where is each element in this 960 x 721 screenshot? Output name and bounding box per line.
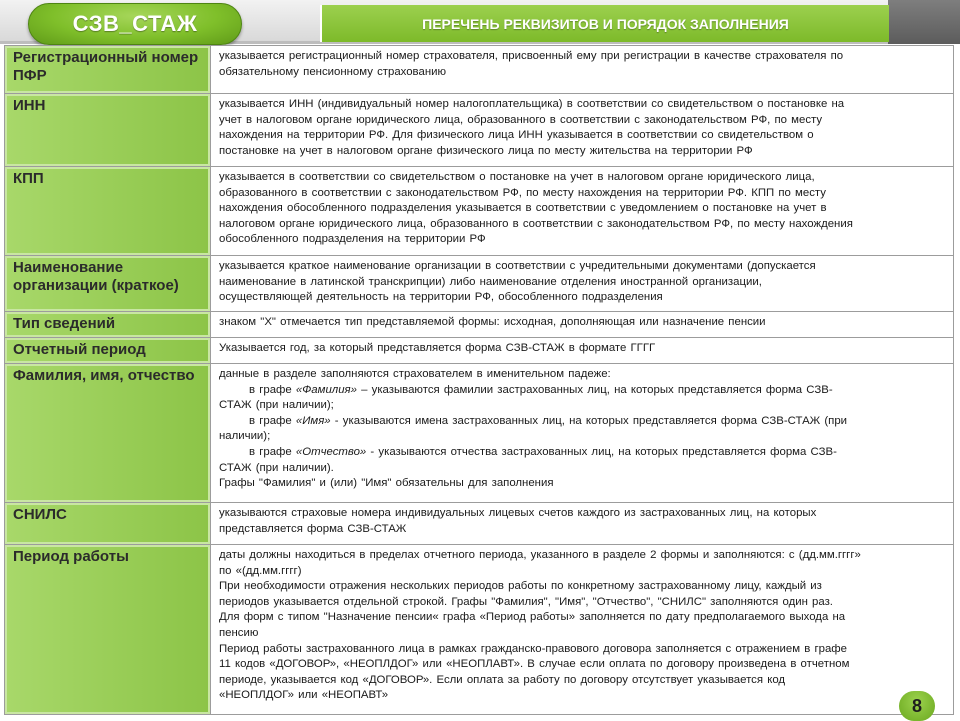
row-description: указывается в соответствии со свидетельством о постановке на учет в налоговом органе юридического лица, образованного в соответствии с законодательством РФ, по месту нахождения на территории РФ. КПП по месту нахождения обособленного подразделения указывается в соответствии с уведомлением о постановке на учет в налоговом органе юридического лица, образованного в соответствии с законодательством РФ, по месту нахождения обособленного подразделения на территории РФ <box>211 167 954 256</box>
row-description: Указывается год, за который представляется форма СЗВ-СТАЖ в формате ГГГГ <box>211 338 954 364</box>
table-row <box>5 312 954 338</box>
table-row <box>5 503 954 545</box>
row-label: Период работы <box>5 545 211 715</box>
row-label: СНИЛС <box>5 503 211 545</box>
row-description: знаком "Х" отмечается тип представляемой формы: исходная, дополняющая или назначение пенсии <box>211 312 954 338</box>
row-label: Наименование организации (краткое) <box>5 256 211 312</box>
table-row <box>5 364 954 503</box>
row-description: даты должны находиться в пределах отчетного периода, указанного в разделе 2 формы и заполняются: с (дд.мм.гггг» по «(дд.мм.гггг) При необходимости отражения нескольких периодов работы по конкретному застрахованному лицу, каждый из периодов указывается отдельной строкой. Графы "Фамилия", "Имя", "Отчество", "СНИЛС" заполняются один раз. Для форм с типом "Назначение пенсии« графа «Период работы» заполняется по дату предполагаемого выхода на пенсию Период работы застрахованного лица в рамках гражданско-правового договора заполняется с отражением в графе 11 кодов «ДОГОВОР», «НЕОПЛДОГ» или «НЕОПЛАВТ». В случае если оплата по договору произведена в отчетном периоде, указывается код «ДОГОВОР». Если оплата за работу по договору отсутствует указывается код «НЕОПЛДОГ» или «НЕОПАВТ» <box>211 545 954 715</box>
slide-title: СЗВ_СТАЖ <box>28 3 242 45</box>
table-row <box>5 46 954 94</box>
row-label: Регистрационный номер ПФР <box>5 46 211 94</box>
table-row <box>5 167 954 256</box>
requisites-table <box>4 45 954 715</box>
table-row <box>5 94 954 167</box>
row-description: указывается регистрационный номер страхователя, присвоенный ему при регистрации в качестве страхователя по обязательному пенсионному страхованию <box>211 46 954 94</box>
table-row <box>5 256 954 312</box>
row-description: указывается ИНН (индивидуальный номер налогоплательщика) в соответствии со свидетельством о постановке на учет в налоговом органе юридического лица, образованного в соответствии с законодательством РФ, по месту нахождения на территории РФ. Для физического лица ИНН указывается в соответствии со свидетельством о постановке на учет в налоговом органе физического лица по месту жительства на территории РФ <box>211 94 954 167</box>
row-description: данные в разделе заполняются страхователем в именительном падеже: в графе «Фамилия» – указываются фамилии застрахованных лиц, на которых представляется форма СЗВ- СТАЖ (при наличии); в графе «Имя» - указываются имена застрахованных лиц, на которых представляется форма СЗВ-СТАЖ (при наличии); в графе «Отчество» - указываются отчества застрахованных лиц, на которых представляется форма СЗВ- СТАЖ (при наличии). Графы "Фамилия" и (или) "Имя" обязательны для заполнения <box>211 364 954 503</box>
row-label: ИНН <box>5 94 211 167</box>
row-label: КПП <box>5 167 211 256</box>
slide-subtitle: ПЕРЕЧЕНЬ РЕКВИЗИТОВ И ПОРЯДОК ЗАПОЛНЕНИЯ <box>320 5 889 42</box>
table-row <box>5 545 954 715</box>
row-description: указываются страховые номера индивидуальных лицевых счетов каждого из застрахованных лиц, на которых представляется форма СЗВ-СТАЖ <box>211 503 954 545</box>
row-label: Фамилия, имя, отчество <box>5 364 211 503</box>
row-label: Тип сведений <box>5 312 211 338</box>
table-row <box>5 338 954 364</box>
row-label: Отчетный период <box>5 338 211 364</box>
row-description: указывается краткое наименование организации в соответствии с учредительными документами (допускается наименование в латинской транскрипции) либо наименование отделения иностранной организации, осуществляющей деятельность на территории РФ, обособленного подразделения <box>211 256 954 312</box>
header-corner-block <box>888 0 960 44</box>
page-number: 8 <box>899 691 935 721</box>
